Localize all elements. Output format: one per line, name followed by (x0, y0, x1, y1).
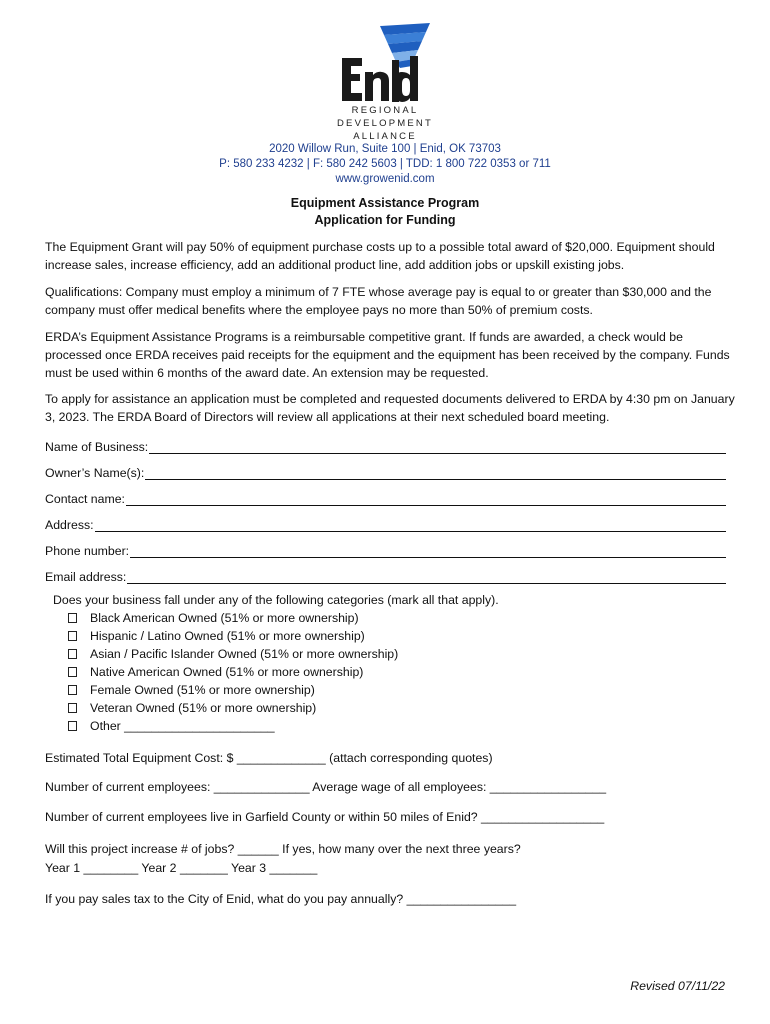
logo-subtitle (300, 104, 470, 143)
logo-sub-development: DEVELOPMENT (337, 118, 433, 129)
phone-field[interactable] (45, 540, 726, 558)
logo-sub-alliance: ALLIANCE (353, 131, 417, 142)
contact-name-line[interactable] (126, 493, 726, 506)
checkbox-icon[interactable] (68, 613, 77, 623)
address-field[interactable] (45, 514, 726, 532)
category-label: Other ______________________ (90, 719, 275, 733)
owner-names-line[interactable] (145, 467, 726, 480)
category-item[interactable] (68, 609, 359, 627)
phone-line: P: 580 233 4232 | F: 580 242 5603 | TDD: 1 800 722 0353 or 711 (219, 158, 551, 170)
owner-names-field[interactable] (45, 462, 726, 480)
checkbox-icon[interactable] (68, 649, 77, 659)
category-item[interactable] (68, 717, 275, 735)
business-name-label: Name of Business: (45, 440, 149, 454)
apply-paragraph: To apply for assistance an application must be completed and requested documents delivered to ERDA by 4:30 pm on January 3, 2023. The ERDA Board of Directors will review all applications at their next scheduled board meeting. (45, 392, 735, 424)
logo-sub-regional: REGIONAL (351, 105, 419, 116)
category-item[interactable] (68, 681, 315, 699)
sales-tax-question[interactable]: If you pay sales tax to the City of Enid, what do you pay annually? ________________ (45, 892, 517, 906)
address-line-input[interactable] (95, 519, 726, 532)
category-item[interactable] (68, 627, 365, 645)
email-field[interactable] (45, 566, 726, 584)
checkbox-icon[interactable] (68, 721, 77, 731)
application-title: Application for Funding (314, 213, 456, 227)
contact-name-field[interactable] (45, 488, 726, 506)
owner-names-label: Owner’s Name(s): (45, 466, 145, 480)
phone-line-input[interactable] (130, 545, 726, 558)
category-item[interactable] (68, 645, 398, 663)
checkbox-icon[interactable] (68, 703, 77, 713)
email-label: Email address: (45, 570, 127, 584)
reimbursement-paragraph: ERDA’s Equipment Assistance Programs is a reimbursable competitive grant. If funds are awarded, a check would be processed once ERDA receives paid receipts for the equipment and the equipment has been received by the company. Funds must be used within 6 months of the award date. An extension may be requested. (45, 330, 730, 380)
phone-label: Phone number: (45, 544, 130, 558)
checkbox-icon[interactable] (68, 631, 77, 641)
contact-name-label: Contact name: (45, 492, 125, 506)
categories-question: Does your business fall under any of the following categories (mark all that apply). (53, 593, 499, 607)
checkbox-icon[interactable] (68, 667, 77, 677)
business-name-field[interactable] (45, 436, 726, 454)
address-line: 2020 Willow Run, Suite 100 | Enid, OK 73703 (269, 143, 501, 155)
category-item[interactable] (68, 663, 363, 681)
garfield-county-question[interactable]: Number of current employees live in Garfield County or within 50 miles of Enid? __________________ (45, 810, 605, 824)
qualifications-paragraph: Qualifications: Company must employ a minimum of 7 FTE whose average pay is equal to or greater than $30,000 and the company must offer medical benefits where the employee pays no more than 50% of premium costs. (45, 285, 712, 317)
category-label: Native American Owned (51% or more ownership) (90, 665, 364, 679)
years-jobs-question[interactable]: Year 1 ________ Year 2 _______ Year 3 _______ (45, 861, 318, 875)
category-label: Black American Owned (51% or more ownership) (90, 611, 359, 625)
category-label: Veteran Owned (51% or more ownership) (90, 701, 317, 715)
business-name-line[interactable] (149, 441, 726, 454)
employees-question[interactable]: Number of current employees: ______________ Average wage of all employees: _________________ (45, 780, 607, 794)
category-label: Female Owned (51% or more ownership) (90, 683, 315, 697)
category-item[interactable] (68, 699, 316, 717)
email-line-input[interactable] (127, 571, 726, 584)
program-title: Equipment Assistance Program (290, 196, 480, 210)
website-link[interactable]: www.growenid.com (335, 173, 435, 185)
checkbox-icon[interactable] (68, 685, 77, 695)
address-label: Address: (45, 518, 94, 532)
jobs-increase-question[interactable]: Will this project increase # of jobs? ______ If yes, how many over the next three years? (45, 842, 521, 856)
category-label: Hispanic / Latino Owned (51% or more ownership) (90, 629, 365, 643)
intro-paragraph: The Equipment Grant will pay 50% of equipment purchase costs up to a possible total award of $20,000. Equipment should increase sales, increase efficiency, add an additional product line, add addition jobs or upskill existing jobs. (45, 240, 715, 272)
revised-date: Revised 07/11/22 (630, 979, 725, 993)
category-label: Asian / Pacific Islander Owned (51% or more ownership) (90, 647, 399, 661)
equipment-cost-question[interactable]: Estimated Total Equipment Cost: $ _____________ (attach corresponding quotes) (45, 751, 493, 765)
